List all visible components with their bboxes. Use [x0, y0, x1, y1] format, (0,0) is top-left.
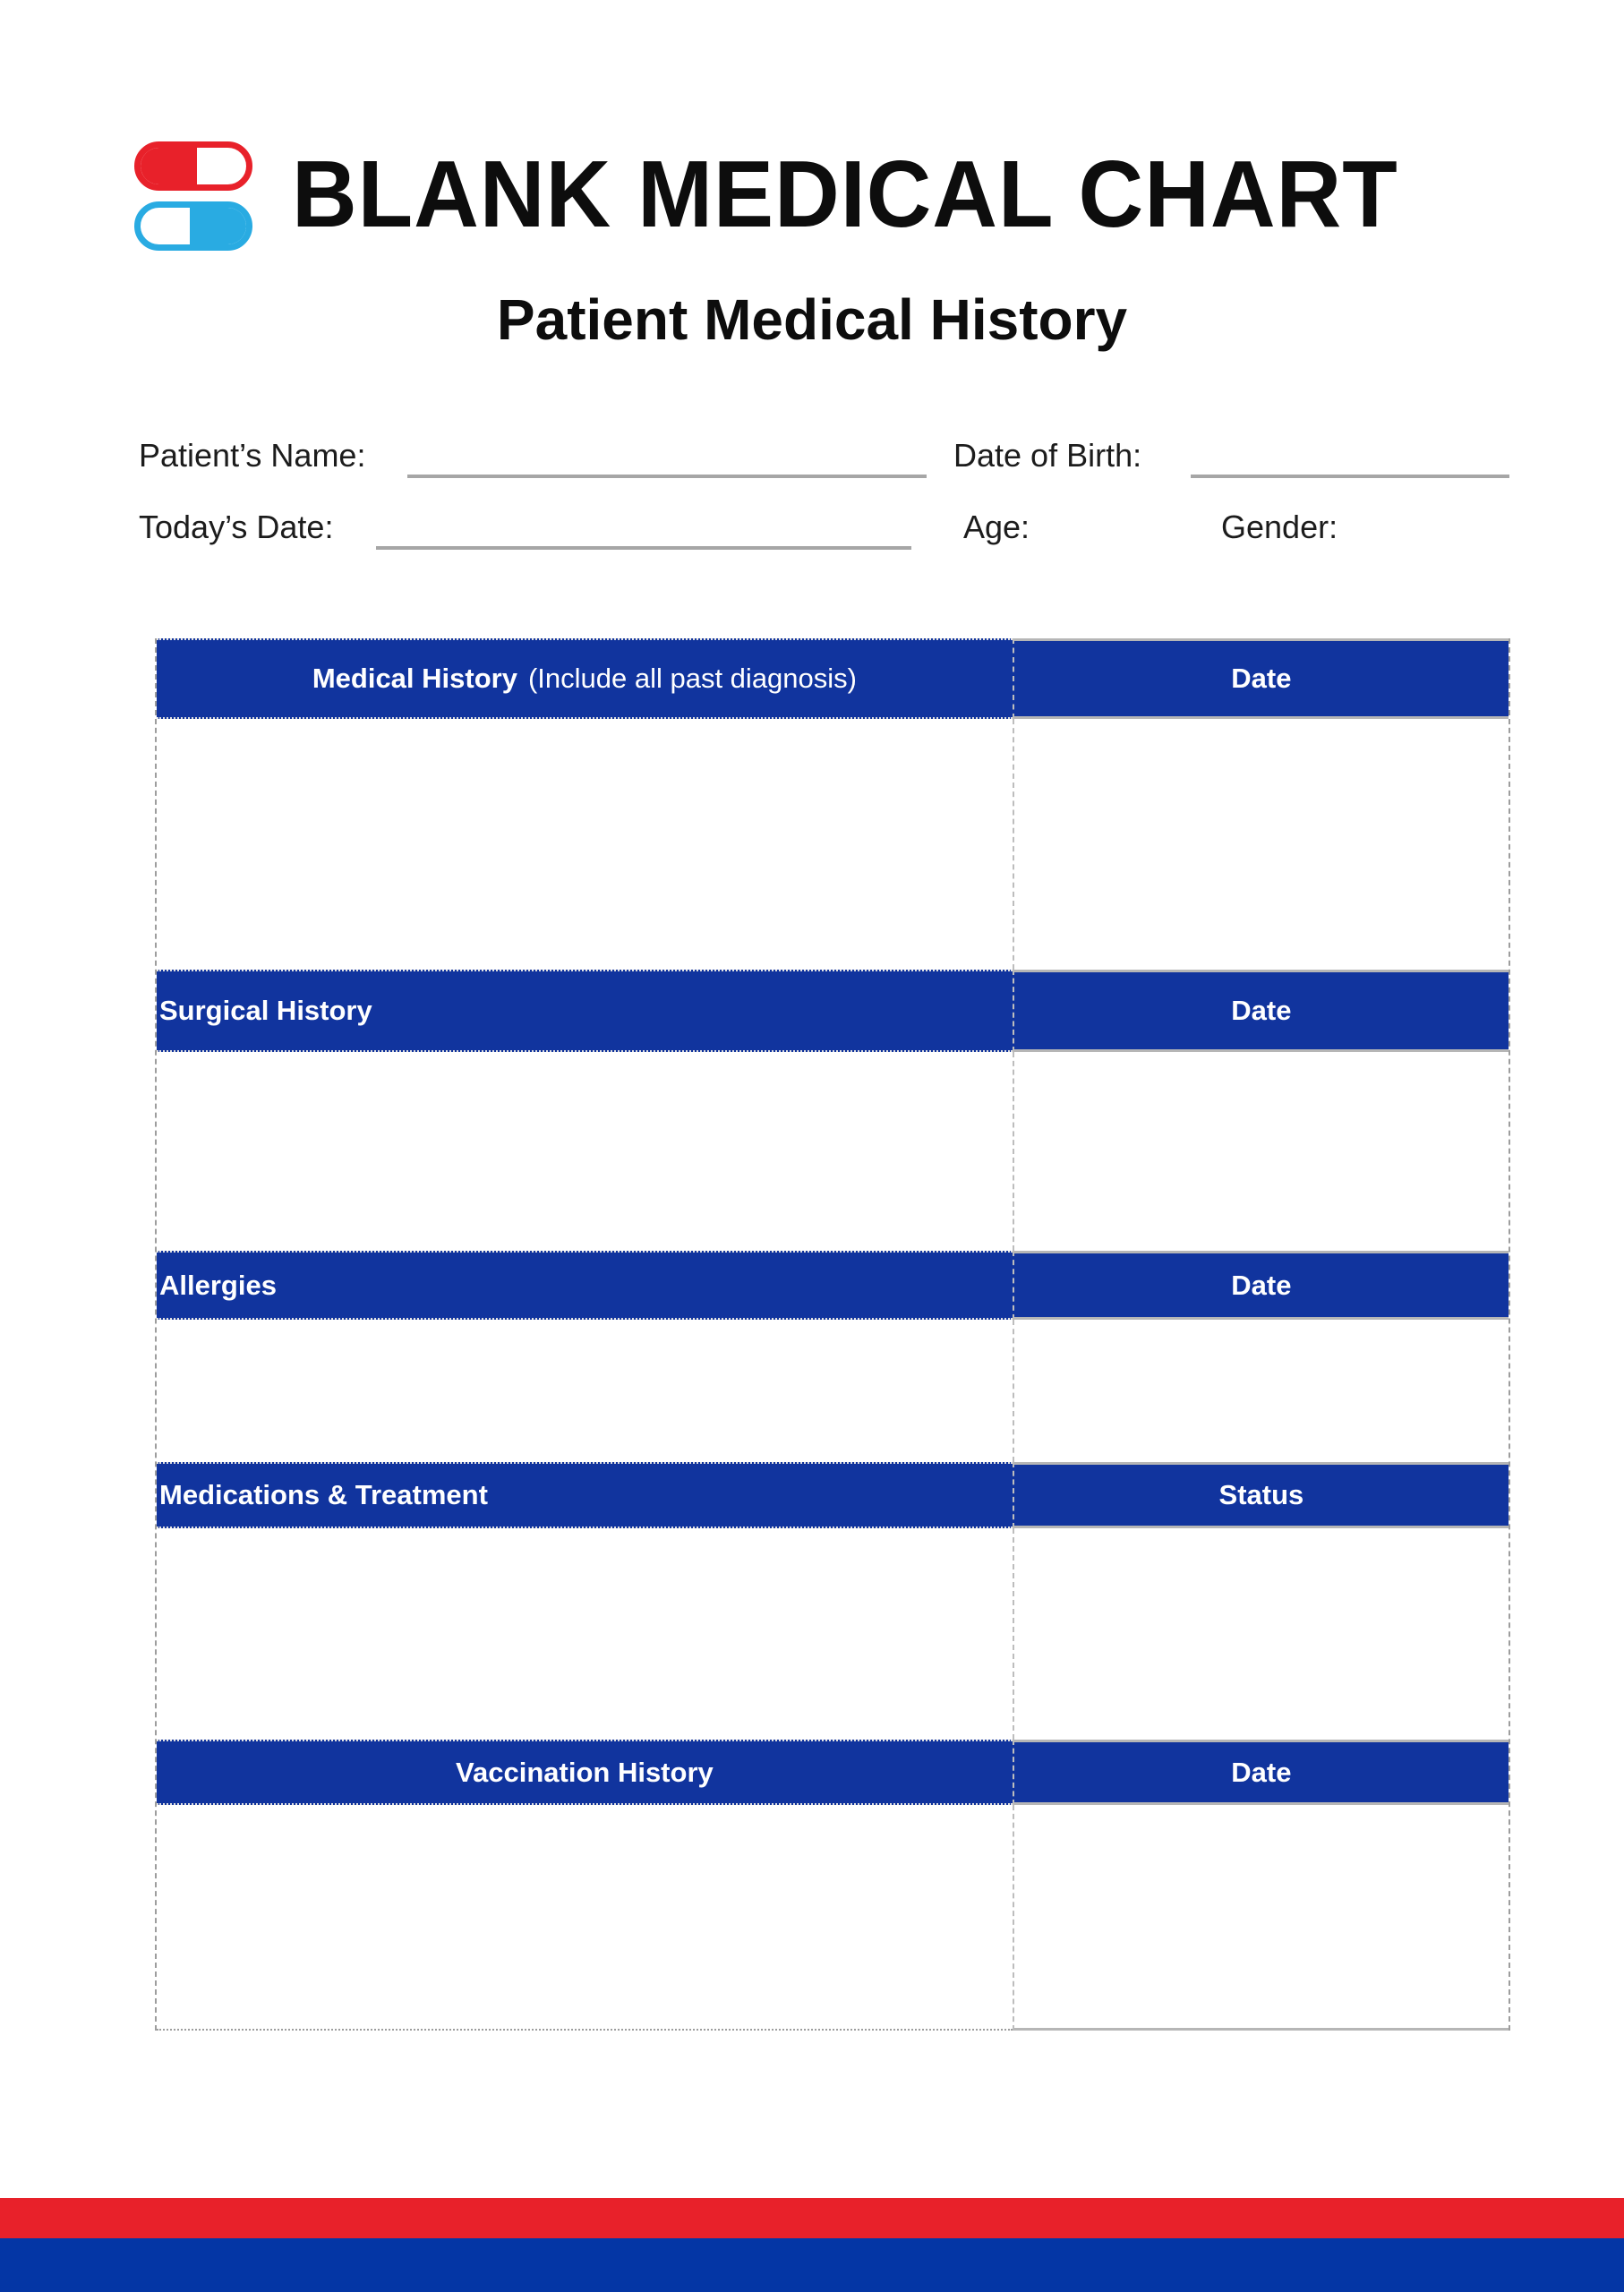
date-of-birth-input-line[interactable] — [1191, 475, 1509, 478]
column-header-date-2: Date — [1013, 970, 1509, 1052]
blue-pill-icon — [134, 201, 252, 251]
medical-history-entry-area[interactable] — [157, 719, 1013, 970]
page-subtitle: Patient Medical History — [496, 287, 1128, 352]
column-header-date-4: Date — [1013, 1740, 1509, 1805]
section-body-row-medical-history — [157, 719, 1509, 970]
section-header-row-allergies — [157, 1251, 1509, 1320]
section-title-allergies: Allergies — [157, 1251, 1013, 1320]
column-header-date-3: Date — [1013, 1251, 1509, 1320]
section-header-row-surgical-history — [157, 970, 1509, 1052]
surgical-history-date-area[interactable] — [1013, 1052, 1509, 1251]
section-title-medical-history: Medical History (Include all past diagnosis) — [157, 638, 1013, 719]
section-title-medications: Medications & Treatment — [157, 1462, 1013, 1528]
medical-history-date-area[interactable] — [1013, 719, 1509, 970]
medical-history-table — [155, 638, 1510, 2031]
pill-capsules-logo — [134, 141, 252, 252]
patient-name-input-line[interactable] — [407, 475, 927, 478]
section-title-vaccination: Vaccination History — [157, 1740, 1013, 1805]
column-header-status: Status — [1013, 1462, 1509, 1528]
surgical-history-entry-area[interactable] — [157, 1052, 1013, 1251]
section-body-row-surgical-history — [157, 1052, 1509, 1251]
section-body-row-vaccination — [157, 1805, 1509, 2031]
allergies-date-area[interactable] — [1013, 1320, 1509, 1462]
section-title-surgical-history: Surgical History — [157, 970, 1013, 1052]
date-of-birth-label: Date of Birth: — [953, 437, 1142, 474]
section-header-row-vaccination — [157, 1740, 1509, 1805]
todays-date-label: Today’s Date: — [139, 509, 334, 545]
vaccination-date-area[interactable] — [1013, 1805, 1509, 2031]
patient-name-label: Patient’s Name: — [139, 437, 366, 474]
section-header-row-medications — [157, 1462, 1509, 1528]
page-title: BLANK MEDICAL CHART — [292, 141, 1398, 247]
todays-date-input-line[interactable] — [376, 546, 911, 550]
medications-entry-area[interactable] — [157, 1528, 1013, 1740]
section-header-row-medical-history — [157, 638, 1509, 719]
footer-red-bar — [0, 2198, 1624, 2238]
age-label: Age: — [963, 509, 1030, 545]
gender-label: Gender: — [1221, 509, 1338, 545]
medications-status-area[interactable] — [1013, 1528, 1509, 1740]
footer-blue-bar — [0, 2238, 1624, 2292]
vaccination-entry-area[interactable] — [157, 1805, 1013, 2031]
column-header-date-1: Date — [1013, 638, 1509, 719]
section-note-medical-history: (Include all past diagnosis) — [527, 663, 857, 694]
section-body-row-medications — [157, 1528, 1509, 1740]
allergies-entry-area[interactable] — [157, 1320, 1013, 1462]
red-pill-icon — [134, 141, 252, 191]
section-body-row-allergies — [157, 1320, 1509, 1462]
